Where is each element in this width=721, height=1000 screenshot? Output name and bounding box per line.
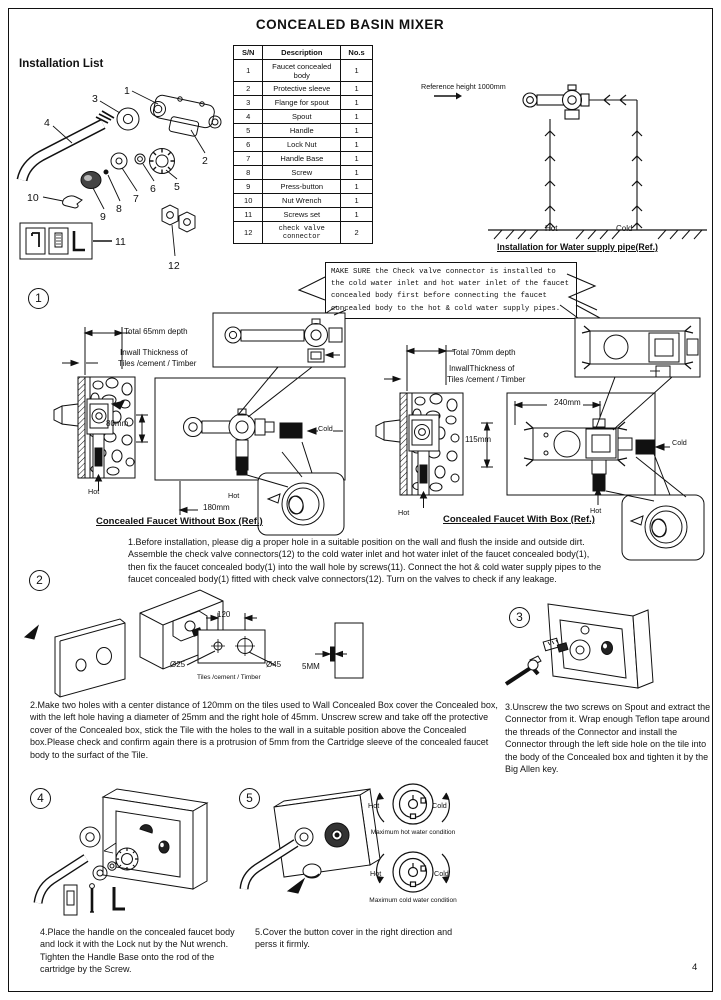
hot-pipe-label: Hot <box>545 224 558 233</box>
step1-text: 1.Before installation, please dig a proper hole in a suitable position on the wall and flush the inside and outside dirt. Assemble the check valve connectors(12) to the cold water inlet and hot water inlet of the faucet concealed body(1), then fix the faucet concealed body(1) into the wall hole by screws(11). Connect the hot & cold water supply pipes to the faucet concealed body(1) fitted with check valve connectors(12). Turn on the valves to check if any leakage. <box>128 537 602 585</box>
col-sn: S/N <box>234 46 263 60</box>
page-number: 4 <box>692 962 698 973</box>
step2-tiles-label: Tiles /cement / Timber <box>197 674 261 681</box>
faucet-body-drawing <box>151 94 222 137</box>
step1-marker: 1 <box>28 288 49 309</box>
step2-text: 2.Make two holes with a center distance of 120mm on the tiles used to Wall Concealed Box cover the Concealed box, with the left hole having a diameter of 25mm and the right hole of 45mm. Unscrew screw and take off the protective cover of the Concealed box, stick the Tile with the holes to the wall in a suitable position above the Concealed box.Please check and confirm again there is a protrusion of 5mm from the Cartridge sleeve of the concealed faucet body to the surfact of the Tile. <box>30 700 498 760</box>
without-box-inwall-line2: Tiles /cement / Timber <box>118 359 197 368</box>
part-number-10: 10 <box>27 192 39 204</box>
wall-section <box>376 393 463 508</box>
dim-inwall <box>384 377 400 382</box>
table-row: 2 Protective sleeve 1 <box>234 82 373 96</box>
installation-list-heading: Installation List <box>19 58 104 70</box>
hot-dial-hot-label: Hot <box>368 801 380 810</box>
step3-marker: 3 <box>509 607 530 628</box>
make-sure-note: MAKE SURE the Check valve connector is installed to the cold water inlet and hot water inlet of the faucet concealed body first before connecting the faucet concealed body to the hot & cold water supply pipes. <box>325 262 577 319</box>
step3-diagram <box>500 598 660 698</box>
table-row: 1 Faucet concealed body 1 <box>234 60 373 82</box>
dim-115mm <box>481 423 493 467</box>
exploded-parts-diagram <box>12 73 234 275</box>
flow-arrows <box>545 95 642 228</box>
hot-dial-cold-label: Cold <box>432 801 447 810</box>
wall-box <box>103 789 207 889</box>
col-nos: No.s <box>341 46 373 60</box>
without-box-depth-label: Total 65mm depth <box>124 327 188 336</box>
table-row: 10 Nut Wrench 1 <box>234 194 373 208</box>
cold-dial-hot-label: Hot <box>370 869 382 878</box>
with-box-depth-label: Total 70mm depth <box>452 348 516 357</box>
page-title: CONCEALED BASIN MIXER <box>255 17 445 32</box>
part-number-4: 4 <box>44 117 50 129</box>
cold-dial-cold-label: Cold <box>434 869 449 878</box>
table-row: 5 Handle 1 <box>234 124 373 138</box>
without-box-inwall-line1: Inwall Thickness of <box>120 348 188 357</box>
step1-without-box-diagram <box>50 305 350 550</box>
nut-wrench-drawing <box>63 196 82 208</box>
table-row: 3 Flange for spout 1 <box>234 96 373 110</box>
part-number-9: 9 <box>100 211 106 223</box>
without-box-caption: Concealed Faucet Without Box (Ref.) <box>96 516 263 527</box>
parts-table <box>233 45 373 244</box>
step2-dim-120: 120 <box>217 610 231 619</box>
col-description: Description <box>263 46 341 60</box>
part-number-3: 3 <box>92 93 98 105</box>
water-supply-diagram <box>480 78 715 242</box>
reference-arrow-icon <box>432 91 462 101</box>
with-box-cold-label: Cold <box>672 438 687 447</box>
without-box-cold-label: Cold <box>318 424 333 433</box>
part-number-11: 11 <box>115 236 126 248</box>
with-box-caption: Concealed Faucet With Box (Ref.) <box>443 514 595 525</box>
with-box-inwall-line2: Tiles /cement / Timber <box>447 375 526 384</box>
with-box-hot-label-plan: Hot <box>590 506 602 515</box>
screws-set-drawing <box>20 223 92 259</box>
step4-diagram <box>28 785 234 923</box>
without-box-hot-label-plan: Hot <box>228 491 240 500</box>
with-box-hot-label-wall: Hot <box>398 508 410 517</box>
step4-text: 4.Place the handle on the concealed faucet body and lock it with the Lock nut by the Nut wrench. Tighten the Handle Base onto the rod of the cartridge by the Screw. <box>40 927 235 975</box>
dim-inwall <box>62 361 98 366</box>
check-valve-connectors-drawing <box>162 205 195 232</box>
table-row: 11 Screws set 1 <box>234 208 373 222</box>
table-row: 4 Spout 1 <box>234 110 373 124</box>
plan-view <box>507 393 670 505</box>
hot-dial-caption: Maximum hot water condition <box>370 829 456 836</box>
reference-height-label: Reference height 1000mm <box>421 82 506 91</box>
part-number-12: 12 <box>168 260 180 272</box>
with-box-width-label: 240mm <box>554 398 581 407</box>
part-number-7: 7 <box>133 193 139 205</box>
dim-80mm <box>136 415 148 442</box>
part-number-5: 5 <box>174 181 180 193</box>
without-box-hot-label-wall: Hot <box>88 487 100 496</box>
with-box-inwall-line1: InwallThickness of <box>449 364 515 373</box>
step2-hole-25-label: Ø25 <box>170 660 186 669</box>
table-header-row <box>234 46 373 60</box>
part-number-8: 8 <box>116 203 122 215</box>
step2-marker: 2 <box>29 570 50 591</box>
part-number-1: 1 <box>124 85 130 97</box>
faucet-symbol <box>523 85 589 119</box>
flange-drawing <box>117 108 139 130</box>
step5-marker: 5 <box>239 788 260 809</box>
step3-text: 3.Unscrew the two screws on Spout and extract the Connector from it. Wrap enough Teflon tape around the threads of the Connector and install the Connector through the left side hole on the tile into the body of the Concealed box and tighten it by the Big Allen key. <box>505 702 711 775</box>
leader-lines <box>43 91 205 256</box>
step2-hole-45-label: Ø45 <box>266 660 282 669</box>
table-row: 12 check valve connector 2 <box>234 222 373 244</box>
table-row: 7 Handle Base 1 <box>234 152 373 166</box>
step4-marker: 4 <box>30 788 51 809</box>
part-number-2: 2 <box>202 155 208 167</box>
step5-text: 5.Cover the button cover in the right direction and perss it firmly. <box>255 927 453 950</box>
without-box-width-label: 180mm <box>203 503 230 512</box>
ground-line <box>488 230 707 239</box>
cold-dial-caption: Maximum cold water condition <box>369 897 457 904</box>
spout-drawing <box>22 111 114 180</box>
dim-total-depth <box>407 345 454 391</box>
with-box-height-label: 115mm <box>465 435 492 444</box>
without-box-height-label: 80mm <box>106 419 129 428</box>
table-row: 6 Lock Nut 1 <box>234 138 373 152</box>
handle-parts-drawing <box>81 149 175 189</box>
step2-protrusion-label: 5MM <box>302 662 320 671</box>
concealed-box-exploded <box>25 590 223 697</box>
water-supply-caption: Installation for Water supply pipe(Ref.) <box>497 242 658 252</box>
table-row: 9 Press-button 1 <box>234 180 373 194</box>
table-row: 8 Screw 1 <box>234 166 373 180</box>
cold-pipe-label: Cold <box>616 224 633 233</box>
part-number-6: 6 <box>150 183 156 195</box>
wall-section <box>54 377 135 491</box>
protrusion-side-view <box>315 623 363 678</box>
tools <box>64 884 125 915</box>
